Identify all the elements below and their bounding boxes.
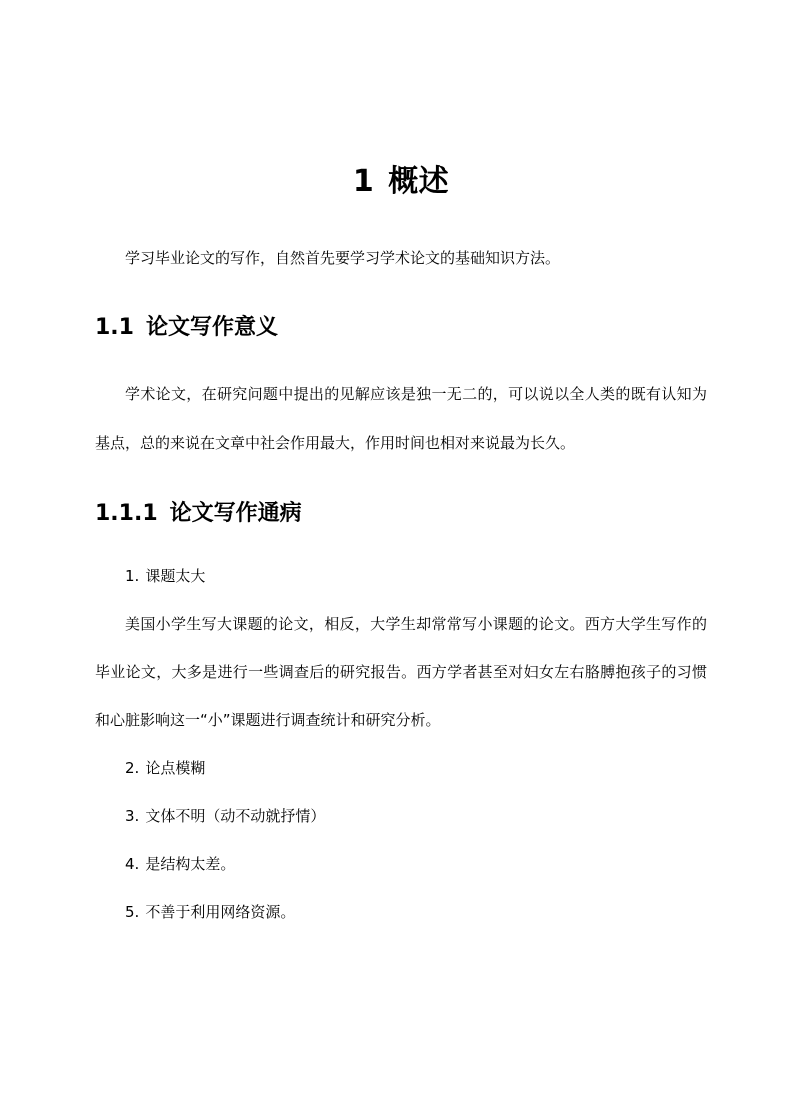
chapter-title: 概述 bbox=[388, 164, 450, 199]
list-item-number: 1. bbox=[125, 567, 140, 585]
list-item-paragraph: 美国小学生写大课题的论文，相反，大学生却常常写小课题的论文。西方大学生写作的毕业论文，大多是进行一些调查后的研究报告。西方学者甚至对妇女左右胳膊抱孩子的习惯和心脏影响这一“小”课题进行调查统计和研究分析。 bbox=[95, 615, 707, 729]
list-item-number: 3. bbox=[125, 807, 140, 825]
section-paragraph: 学术论文，在研究问题中提出的见解应该是独一无二的，可以说以全人类的既有认知为基点，总的来说在文章中社会作用最大，作用时间也相对来说最为长久。 bbox=[95, 385, 707, 452]
list-item-number: 5. bbox=[125, 903, 140, 921]
list-item bbox=[95, 792, 707, 840]
subsection-number: 1.1.1 bbox=[95, 501, 158, 526]
list-item-text: 文体不明（动不动就抒情） bbox=[145, 807, 326, 825]
list-item bbox=[95, 840, 707, 888]
list-item-text: 课题太大 bbox=[145, 567, 206, 585]
section-heading bbox=[95, 308, 707, 348]
intro-paragraph: 学习毕业论文的写作，自然首先要学习学术论文的基础知识方法。 bbox=[125, 249, 561, 267]
chapter-number: 1 bbox=[352, 164, 375, 199]
page-content bbox=[95, 160, 707, 936]
list-item-number: 2. bbox=[125, 759, 140, 777]
section-number: 1.1 bbox=[95, 315, 134, 340]
list-item-text: 论点模糊 bbox=[145, 759, 206, 777]
chapter-heading bbox=[95, 160, 707, 204]
list-item bbox=[95, 744, 707, 792]
list-item-text: 不善于利用网络资源。 bbox=[145, 903, 296, 921]
list-item bbox=[95, 552, 707, 600]
list-item bbox=[95, 888, 707, 936]
list-item-number: 4. bbox=[125, 855, 140, 873]
subsection-heading bbox=[95, 494, 707, 534]
section-title: 论文写作意义 bbox=[145, 315, 278, 340]
subsection-title: 论文写作通病 bbox=[169, 501, 302, 526]
list-item-text: 是结构太差。 bbox=[145, 855, 236, 873]
